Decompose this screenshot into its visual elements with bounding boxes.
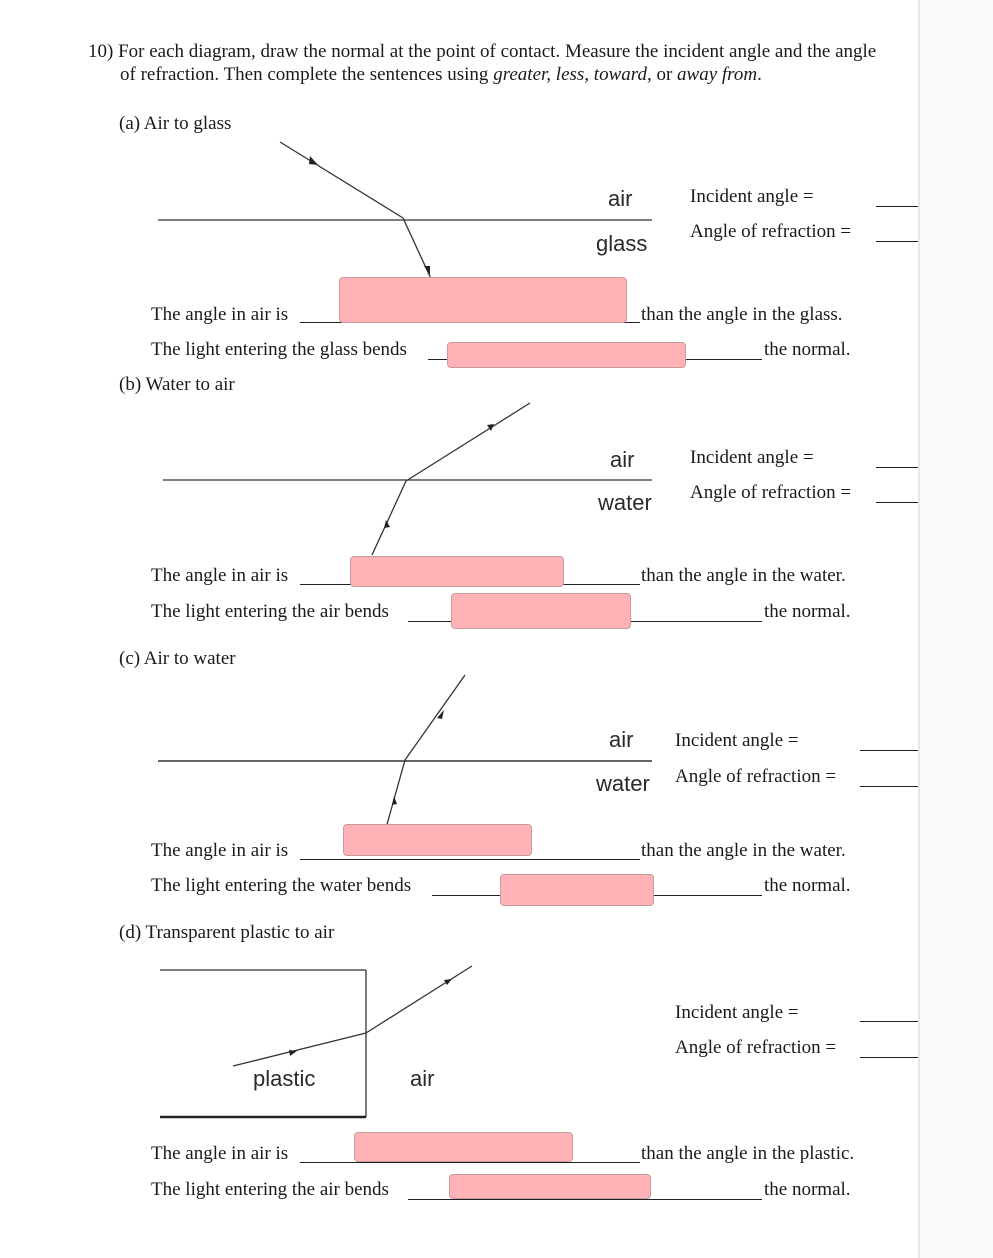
sentence-2-suffix: the normal. — [764, 875, 851, 896]
sentence-2-prefix: The light entering the air bends — [151, 1179, 389, 1200]
incident-ray — [233, 1033, 366, 1066]
diagram-d — [160, 966, 472, 1117]
sentence-1-suffix: than the angle in the water. — [641, 565, 846, 586]
incident-ray — [405, 675, 465, 760]
ray-arrow — [487, 424, 494, 431]
part-a-heading: (a) Air to glass — [119, 113, 232, 134]
sentence-1-prefix: The angle in air is — [151, 1143, 289, 1164]
sentence-1-suffix: than the angle in the water. — [641, 840, 846, 861]
answer-box-c-2[interactable] — [500, 874, 654, 906]
ray-arrow — [444, 979, 452, 985]
sentence-2-blank-line — [408, 1199, 762, 1200]
incident-ray — [372, 481, 406, 555]
refraction-angle-label: Angle of refraction = — [690, 482, 852, 503]
sentence-2-suffix: the normal. — [764, 1179, 851, 1200]
ray-arrow — [392, 796, 397, 805]
ray-arrow — [309, 156, 318, 165]
refracted-ray — [386, 760, 405, 828]
medium-label-bottom: water — [598, 490, 652, 515]
sentence-1-blank-line — [300, 859, 640, 860]
incident-angle-blank[interactable] — [876, 467, 918, 468]
refraction-angle-blank[interactable] — [876, 241, 918, 242]
answer-box-b-2[interactable] — [451, 593, 631, 629]
sentence-1-prefix: The angle in air is — [151, 304, 289, 325]
refraction-angle-label: Angle of refraction = — [690, 221, 852, 242]
medium-label-bottom: water — [596, 771, 650, 796]
incident-angle-label: Incident angle = — [675, 1002, 799, 1023]
page-edge — [918, 0, 920, 1258]
sentence-1-blank-line — [300, 1162, 640, 1163]
incident-angle-blank[interactable] — [876, 206, 918, 207]
refraction-angle-blank[interactable] — [860, 786, 918, 787]
part-b-heading: (b) Water to air — [119, 374, 235, 395]
ray-arrow — [437, 710, 444, 719]
refraction-angle-label: Angle of refraction = — [675, 766, 837, 787]
refraction-angle-blank[interactable] — [876, 502, 918, 503]
page-margin — [920, 0, 993, 1258]
incident-angle-label: Incident angle = — [690, 447, 814, 468]
refracted-ray — [406, 403, 530, 481]
sentence-2-prefix: The light entering the water bends — [151, 875, 412, 896]
sentence-1-suffix: than the angle in the glass. — [641, 304, 843, 325]
sentence-2-suffix: the normal. — [764, 339, 851, 360]
medium-label-top: air — [608, 186, 633, 211]
answer-box-c-1[interactable] — [343, 824, 532, 856]
medium-label-bottom: glass — [596, 231, 648, 256]
ray-arrow — [424, 266, 430, 275]
question-line-1: 10) For each diagram, draw the normal at the point of contact. Measure the incident angle and the angle — [88, 41, 877, 62]
refraction-angle-blank[interactable] — [860, 1057, 918, 1058]
answer-box-d-2[interactable] — [449, 1174, 651, 1199]
part-c-heading: (c) Air to water — [119, 648, 236, 669]
sentence-1-prefix: The angle in air is — [151, 840, 289, 861]
refracted-ray — [366, 966, 472, 1033]
medium-label-left: plastic — [253, 1066, 316, 1091]
incident-angle-blank[interactable] — [860, 750, 918, 751]
incident-angle-blank[interactable] — [860, 1021, 918, 1022]
medium-label-top: air — [609, 727, 634, 752]
incident-ray — [280, 142, 403, 218]
incident-angle-label: Incident angle = — [690, 186, 814, 207]
medium-label-right: air — [410, 1066, 435, 1091]
sentence-1-suffix: than the angle in the plastic. — [641, 1143, 855, 1164]
sentence-2-prefix: The light entering the air bends — [151, 601, 389, 622]
sentence-2-prefix: The light entering the glass bends — [151, 339, 407, 360]
answer-box-d-1[interactable] — [354, 1132, 573, 1162]
ray-arrow — [289, 1050, 297, 1056]
answer-box-a-2[interactable] — [447, 342, 686, 368]
incident-angle-label: Incident angle = — [675, 730, 799, 751]
part-d-heading: (d) Transparent plastic to air — [119, 922, 335, 943]
diagram-c — [158, 675, 652, 828]
sentence-1-prefix: The angle in air is — [151, 565, 289, 586]
diagram-a — [158, 142, 652, 296]
question-line-2: of refraction. Then complete the sentences using greater, less, toward, or away from. — [120, 64, 762, 85]
medium-label-top: air — [610, 447, 635, 472]
diagram-b — [163, 403, 652, 555]
answer-box-b-1[interactable] — [350, 556, 564, 587]
refraction-angle-label: Angle of refraction = — [675, 1037, 837, 1058]
ray-arrow — [384, 520, 390, 528]
sentence-2-suffix: the normal. — [764, 601, 851, 622]
answer-box-a-1[interactable] — [339, 277, 627, 323]
